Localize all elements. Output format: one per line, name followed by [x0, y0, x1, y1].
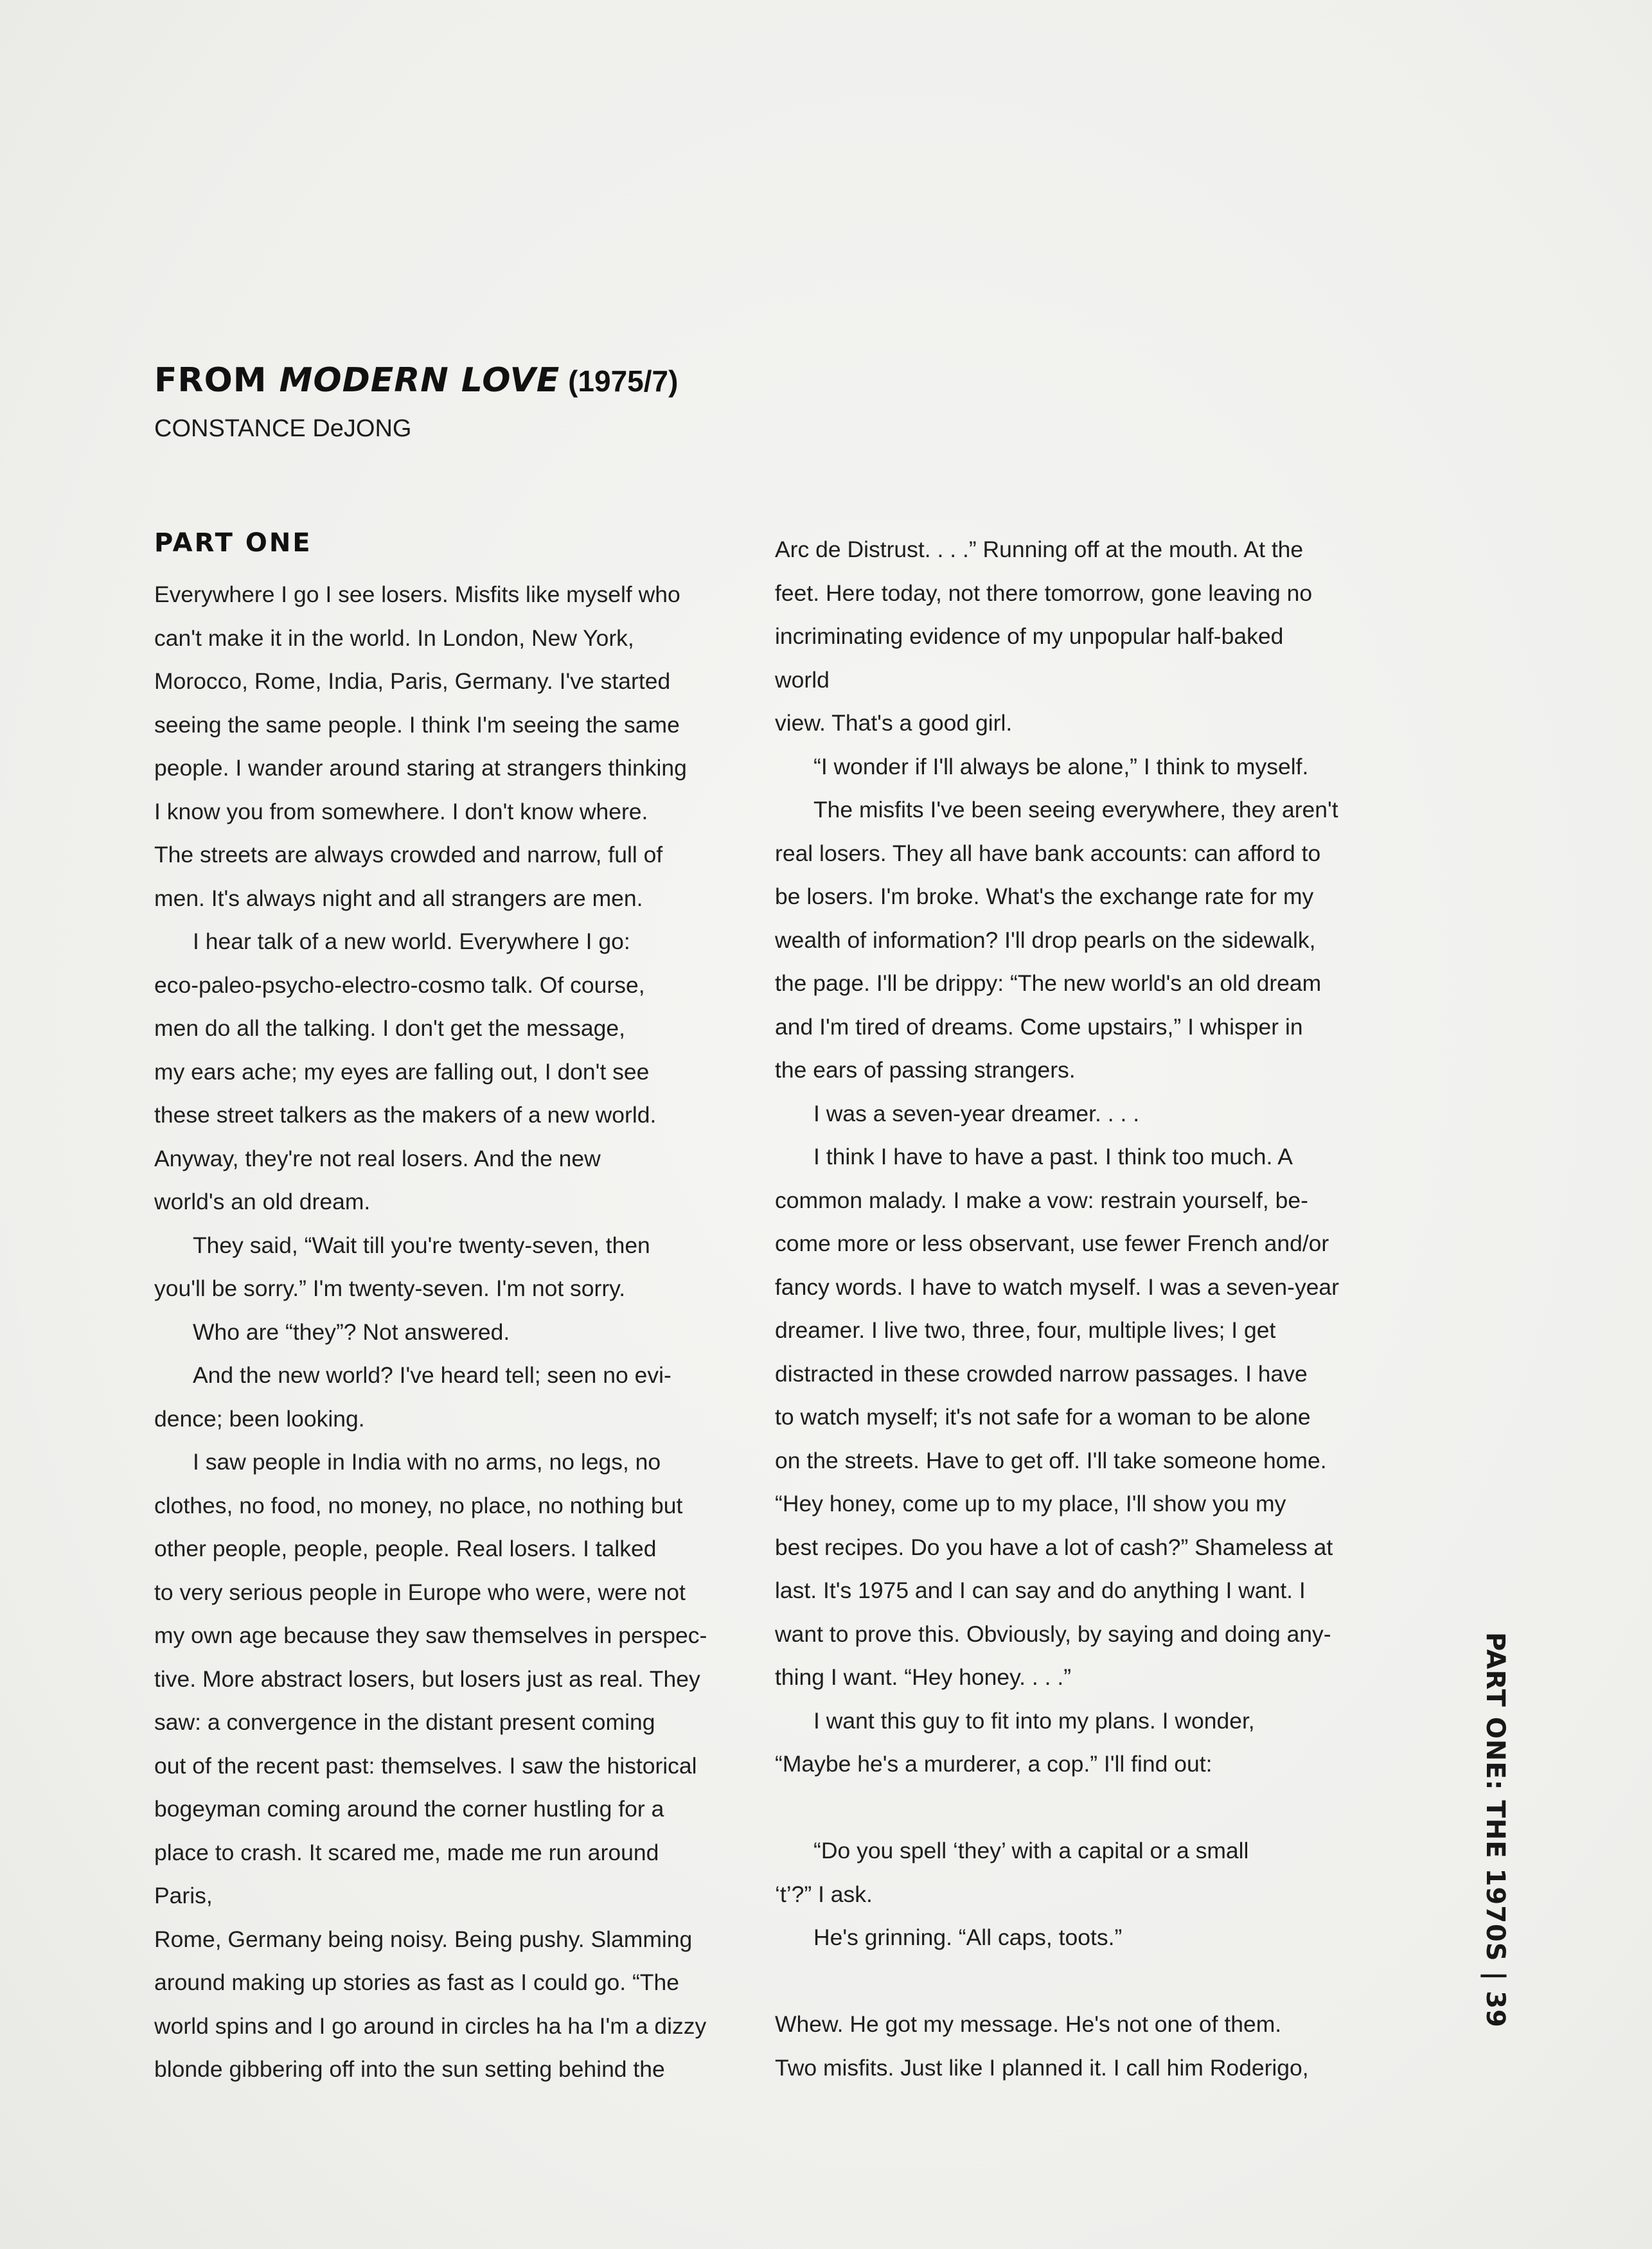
- paragraph: I hear talk of a new world. Everywhere I go: eco-paleo-psycho-electro-cosmo talk. Of course, men do all the talking. I don't get the message, my ears ache; my eyes are falling out, I don't see these street talkers as the makers of a new world. Anyway, they're not real losers. And the new world's an old dream.: [154, 929, 657, 1214]
- right-column: [775, 528, 1340, 2081]
- paragraph: The misfits I've been seeing everywhere, they aren't real losers. They all have bank accounts: can afford to be losers. I'm broke. What's the exchange rate for my wealth of information? I'll drop pearls on the sidewalk, the page. I'll be drippy: “The new world's an old dream and I'm tired of dreams. Come upstairs,” I whisper in the ears of passing strangers.: [775, 797, 1338, 1083]
- title-years: (1975/7): [560, 364, 679, 398]
- running-foot: PART ONE: THE 1970S | 39: [1480, 1632, 1510, 2028]
- paragraph: He's grinning. “All caps, toots.”: [813, 1925, 1123, 1950]
- piece-title: [154, 361, 678, 400]
- paragraph: Who are “they”? Not answered.: [193, 1319, 510, 1345]
- paragraph: “I wonder if I'll always be alone,” I think to myself.: [813, 753, 1309, 779]
- author-name: CONSTANCE DeJONG: [154, 415, 412, 442]
- paragraph: Arc de Distrust. . . .” Running off at the mouth. At the feet. Here today, not there tomorrow, gone leaving no incriminating evidence of my unpopular half-baked world view. That's a good girl.: [775, 537, 1313, 736]
- left-column: [154, 573, 720, 2082]
- paragraph: “Do you spell ‘they’ with a capital or a small ‘t’?” I ask.: [775, 1838, 1249, 1907]
- part-heading: PART ONE: [154, 528, 312, 558]
- paragraph: And the new world? I've heard tell; seen no evi- dence; been looking.: [154, 1362, 671, 1432]
- paragraph: I want this guy to fit into my plans. I wonder, “Maybe he's a murderer, a cop.” I'll find out:: [775, 1707, 1255, 1777]
- paragraph: Everywhere I go I see losers. Misfits like myself who can't make it in the world. In London, New York, Morocco, Rome, India, Paris, Germany. I've started seeing the same people. I think I'm seeing the same people. I wander around staring at strangers thinking I know you from somewhere. I don't know where. The streets are always crowded and narrow, full of men. It's always night and all strangers are men.: [154, 582, 687, 911]
- paragraph: I saw people in India with no arms, no legs, no clothes, no food, no money, no place, no nothing but other people, people, people. Real losers. I talked to very serious people in Europe who were, were not my own age because they saw themselves in perspec- tive. More abstract losers, but losers just as real. They saw: a convergence in the distant present coming out of the recent past: themselves. I saw the historical bogeyman coming around the corner hustling for a place to crash. It scared me, made me run around Paris, Rome, Germany being noisy. Being pushy. Slamming around making up stories as fast as I could go. “The world spins and I go around in circles ha ha I'm a dizzy blonde gibbering off into the sun setting behind the: [154, 1449, 707, 2082]
- paragraph: I think I have to have a past. I think too much. A common malady. I make a vow: restrain yourself, be- come more or less observant, use fewer French and/or fancy words. I have to watch myself. I was a seven-year dreamer. I live two, three, four, multiple lives; I get distracted in these crowded narrow passages. I have to watch myself; it's not safe for a woman to be alone on the streets. Have to get off. I'll take someone home. “Hey honey, come up to my place, I'll show you my best recipes. Do you have a lot of cash?” Shameless at last. It's 1975 and I can say and do anything I want. I want to prove this. Obviously, by saying and doing any- thing I want. “Hey honey. . . .”: [775, 1144, 1340, 1690]
- paragraph: They said, “Wait till you're twenty-seven, then you'll be sorry.” I'm twenty-seven. I'm not sorry.: [154, 1232, 650, 1301]
- paragraph: Whew. He got my message. He's not one of them. Two misfits. Just like I planned it. I call him Roderigo,: [775, 2011, 1309, 2081]
- paragraph: I was a seven-year dreamer. . . .: [813, 1100, 1140, 1126]
- title-prefix: FROM: [154, 361, 280, 400]
- title-work: MODERN LOVE: [279, 361, 560, 400]
